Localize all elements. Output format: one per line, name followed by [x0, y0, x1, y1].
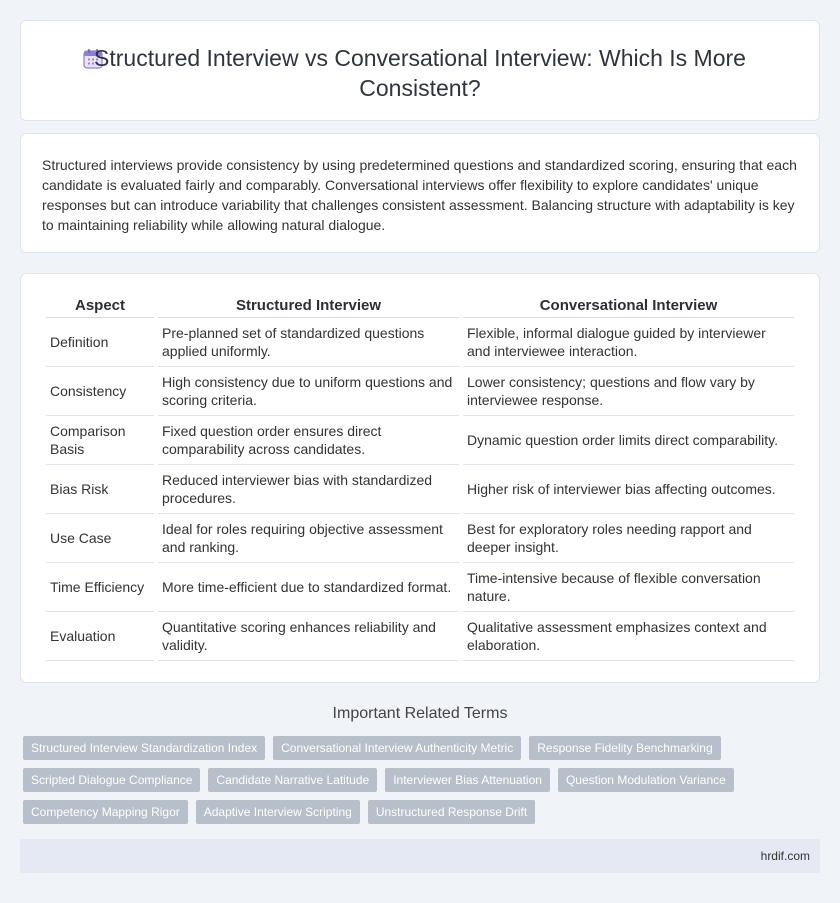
row-aspect: Comparison Basis: [46, 416, 154, 465]
row-structured: Ideal for roles requiring objective assessment and ranking.: [158, 514, 459, 563]
related-term-tag[interactable]: Candidate Narrative Latitude: [208, 768, 377, 792]
related-term-tag[interactable]: Interviewer Bias Attenuation: [385, 768, 550, 792]
related-term-tag[interactable]: Competency Mapping Rigor: [23, 800, 188, 824]
related-term-tag[interactable]: Unstructured Response Drift: [368, 800, 535, 824]
row-structured: High consistency due to uniform questions and scoring criteria.: [158, 367, 459, 416]
row-aspect: Use Case: [46, 514, 154, 563]
row-conversational: Best for exploratory roles needing rapport and deeper insight.: [463, 514, 794, 563]
header-structured: Structured Interview: [158, 293, 459, 318]
related-term-tag[interactable]: Conversational Interview Authenticity Metric: [273, 736, 521, 760]
related-term-tag[interactable]: Adaptive Interview Scripting: [196, 800, 360, 824]
intro-card: [20, 133, 820, 253]
footer: [20, 839, 820, 873]
related-term-tag[interactable]: Question Modulation Variance: [558, 768, 734, 792]
row-aspect: Definition: [46, 318, 154, 367]
row-conversational: Dynamic question order limits direct comparability.: [463, 416, 794, 465]
row-aspect: Time Efficiency: [46, 563, 154, 612]
row-structured: Fixed question order ensures direct comparability across candidates.: [158, 416, 459, 465]
row-conversational: Time-intensive because of flexible conversation nature.: [463, 563, 794, 612]
row-aspect: Bias Risk: [46, 465, 154, 514]
page-title: Structured Interview vs Conversational Interview: Which Is More Consistent?: [94, 45, 746, 101]
table-row: [46, 416, 794, 465]
row-conversational: Lower consistency; questions and flow vary by interviewee response.: [463, 367, 794, 416]
table-row: [46, 563, 794, 612]
row-aspect: Consistency: [46, 367, 154, 416]
row-aspect: Evaluation: [46, 612, 154, 661]
header-conversational: Conversational Interview: [463, 293, 794, 318]
related-term-tag[interactable]: Response Fidelity Benchmarking: [529, 736, 720, 760]
row-structured: Pre-planned set of standardized questions applied uniformly.: [158, 318, 459, 367]
row-structured: Quantitative scoring enhances reliability and validity.: [158, 612, 459, 661]
comparison-card: [20, 273, 820, 683]
row-conversational: Flexible, informal dialogue guided by interviewer and interviewee interaction.: [463, 318, 794, 367]
row-structured: Reduced interviewer bias with standardized procedures.: [158, 465, 459, 514]
header-aspect: Aspect: [46, 293, 154, 318]
title-card: [20, 20, 820, 121]
table-row: [46, 612, 794, 661]
table-row: [46, 465, 794, 514]
table-header-row: [46, 293, 794, 318]
row-conversational: Qualitative assessment emphasizes context and elaboration.: [463, 612, 794, 661]
row-conversational: Higher risk of interviewer bias affecting outcomes.: [463, 465, 794, 514]
comparison-table: [42, 293, 798, 661]
related-term-tag[interactable]: Structured Interview Standardization Index: [23, 736, 265, 760]
footer-site-link[interactable]: hrdif.com: [760, 849, 810, 863]
table-row: [46, 318, 794, 367]
row-structured: More time-efficient due to standardized format.: [158, 563, 459, 612]
related-terms-heading: Important Related Terms: [332, 705, 508, 722]
related-terms-list: [23, 736, 743, 832]
table-row: [46, 367, 794, 416]
intro-paragraph: Structured interviews provide consistency by using predetermined questions and standardized scoring, ensuring that each candidate is evaluated fairly and comparably. Conversational interviews offer flexibility to explore candidates' unique responses but can introduce variability that challenges consistent assessment. Balancing structure with adaptability is key to maintaining reliability while allowing natural dialogue.: [42, 157, 797, 233]
table-row: [46, 514, 794, 563]
related-term-tag[interactable]: Scripted Dialogue Compliance: [23, 768, 200, 792]
